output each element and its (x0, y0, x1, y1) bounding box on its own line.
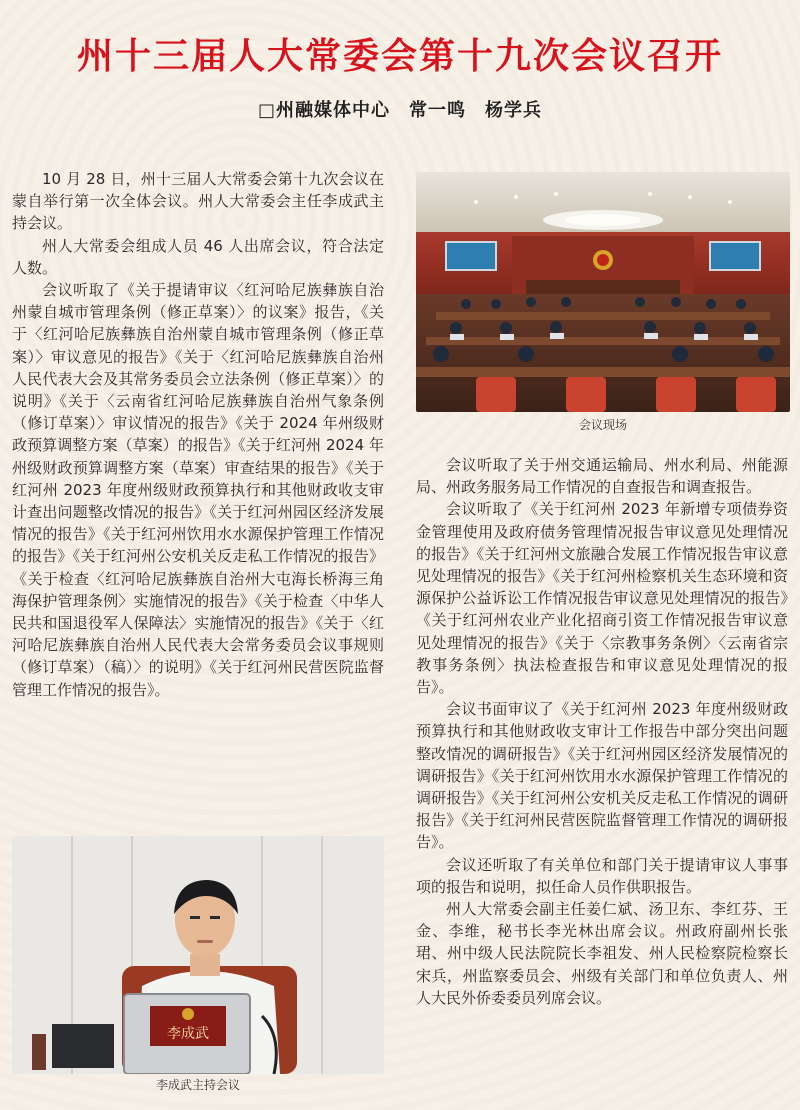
article-paragraph: 州人大常委会副主任姜仁斌、汤卫东、李红芬、王金、李维，秘书长李光林出席会议。州政府副州长张珺、州中级人民法院院长李祖发、州人民检察院检察长宋兵，州监察委员会、州级有关部门和单位负责人、州人大民外侨委委员列席会议。 (416, 900, 788, 1007)
article-paragraph: 州人大常委会组成人员 46 人出席会议，符合法定人数。 (12, 236, 384, 277)
nameplate-text: 李成武 (167, 1026, 209, 1042)
article-left-column (12, 168, 384, 701)
article-paragraph: 10 月 28 日，州十三届人大常委会第十九次会议在蒙自举行第一次全体会议。州人大常委会主任李成武主持会议。 (12, 170, 384, 233)
photo-caption: 李成武主持会议 (155, 1078, 240, 1092)
chairman-photo (12, 836, 384, 1074)
page-title: 州十三届人大常委会第十九次会议召开 (76, 36, 723, 77)
article-paragraph: 会议书面审议了《关于红河州 2023 年度州级财政预算执行和其他财政收支审计工作报告中部分突出问题整改情况的调研报告》《关于红河州园区经济发展情况的调研报告》《关于红河州饮用水水源保护管理工作情况的调研报告》《关于红河州公安机关反走私工作情况的调研报告》《关于红河州民营医院监督管理工作情况的调研报告》。 (416, 700, 788, 852)
photo-caption: 会议现场 (578, 418, 627, 432)
meeting-hall-photo (416, 172, 790, 412)
article-paragraph: 会议听取了《关于红河州 2023 年新增专项债券资金管理使用及政府债务管理情况报告审议意见处理情况的报告》《关于红河州文旅融合发展工作情况报告审议意见处理情况的报告》《关于红河州检察机关生态环境和资源保护公益诉讼工作情况报告审议意见处理情况的报告》《关于红河州农业产业化招商引资工作情况报告审议意见处理情况的报告》《关于〈宗教事务条例〉〈云南省宗教事务条例〉执法检查报告和审议意见处理情况的报告》。 (416, 500, 788, 697)
article-right-column (416, 454, 788, 1009)
article-paragraph: 会议听取了《关于提请审议〈红河哈尼族彝族自治州蒙自城市管理条例（修正草案）〉的议案》报告，《关于〈红河哈尼族彝族自治州蒙自城市管理条例（修正草案）〉审议意见的报告》《关于〈红河哈尼族彝族自治州人民代表大会及其常务委员会立法条例（修正草案）〉的说明》《关于〈云南省红河哈尼族彝族自治州气象条例（修订草案）〉审议情况的报告》《关于 2024 年州级财政预算调整方案（草案）的报告》《关于红河州 2024 年州级财政预算调整方案（草案）审查结果的报告》《关于红河州 2023 年度州级财政预算执行和其他财政收支审计查出问题整改情况的报告》《关于红河州园区经济发展情况的报告》《关于红河州饮用水水源保护管理工作情况的报告》《关于红河州公安机关反走私工作情况的报告》《关于检查〈红河哈尼族彝族自治州大屯海长桥海三角海保护管理条例〉实施情况的报告》《关于检查〈中华人民共和国退役军人保障法〉实施情况的报告》《关于〈红河哈尼族彝族自治州人民代表大会常务委员会议事规则（修订草案）（稿）〉的说明》《关于红河州民营医院监督管理工作情况的报告》。 (12, 281, 384, 699)
byline: □州融媒体中心 常一鸣 杨学兵 (257, 100, 542, 121)
article-paragraph: 会议还听取了有关单位和部门关于提请审议人事事项的报告和说明，拟任命人员作供职报告。 (416, 855, 788, 896)
article-paragraph: 会议听取了关于州交通运输局、州水利局、州能源局、州政务服务局工作情况的自查报告和调查报告。 (416, 456, 788, 497)
